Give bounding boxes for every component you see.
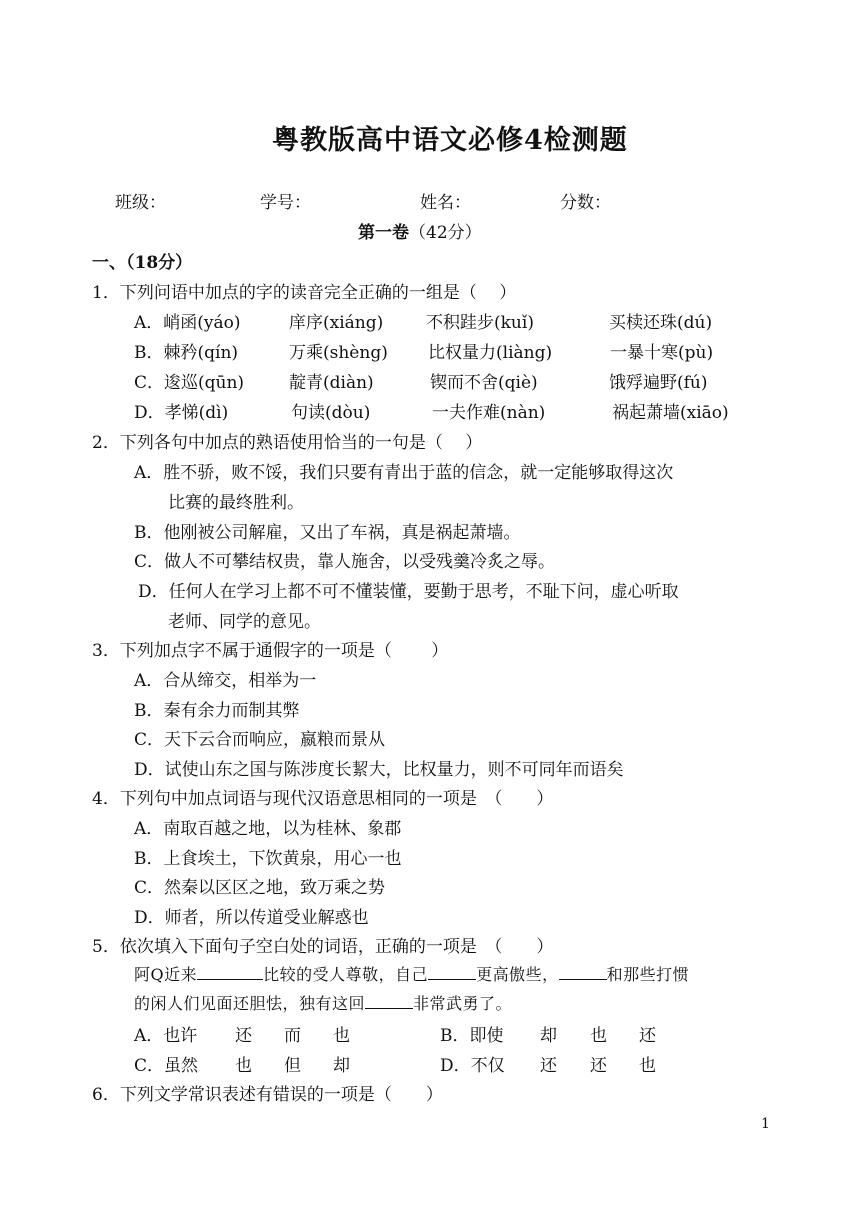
volume-points: （42分） [409, 223, 482, 243]
q1-row-d-col4: 祸起萧墙(xiāo) [612, 403, 729, 423]
q5-option-b-word1: B．即使 [440, 1026, 504, 1046]
passage-text: 的闲人们见面还胆怯，独有这回 [134, 994, 366, 1013]
q1-row-b-col2: 万乘(shèng) [289, 343, 388, 363]
q5-option-a-word3: 而 [284, 1026, 301, 1046]
page-number: 1 [761, 1116, 770, 1132]
volume-heading [358, 218, 482, 243]
question-6-stem: 6．下列文学常识表述有错误的一项是（ ） [92, 1085, 443, 1105]
question-2-option-c: C．做人不可攀结权贵，靠人施舍，以受残羹冷炙之辱。 [134, 552, 556, 572]
question-2-option-a-cont: 比赛的最终胜利。 [168, 493, 304, 513]
q5-option-d-word2: 还 [540, 1056, 557, 1076]
q1-row-a-col2: 庠序(xiáng) [289, 313, 384, 333]
passage-text: 非常武勇了。 [413, 994, 513, 1013]
q1-row-d-col3: 一夫作难(nàn) [432, 403, 546, 423]
question-3-option-a: A．合从缔交，相举为一 [134, 671, 317, 691]
q5-option-d-word1: D．不仅 [440, 1056, 505, 1076]
question-2-option-d: D．任何人在学习上都不可不懂装懂，要勤于思考，不耻下问，虚心听取 [138, 582, 679, 602]
question-2-stem: 2．下列各句中加点的熟语使用恰当的一句是（ ） [92, 433, 483, 453]
question-3-option-d: D．试使山东之国与陈涉度长絜大，比权量力，则不可同年而语矣 [134, 760, 624, 780]
section-heading: 一、（18分） [92, 253, 193, 273]
q5-option-d-word3: 还 [590, 1056, 607, 1076]
q1-row-c-col2: 靛青(diàn) [289, 373, 374, 393]
q1-row-c-col4: 饿殍遍野(fú) [609, 373, 708, 393]
q5-option-c-word4: 却 [333, 1056, 350, 1076]
q5-option-a-word2: 还 [235, 1026, 252, 1046]
fill-blank-1 [197, 965, 263, 980]
passage-text: 比较的受人尊敬，自己 [263, 965, 429, 984]
q5-option-a-word1: A．也许 [134, 1026, 198, 1046]
question-4-option-d: D．师者，所以传道受业解惑也 [134, 908, 369, 928]
question-4-option-b: B．上食埃土，下饮黄泉，用心一也 [134, 849, 402, 869]
q1-row-b-col1: B．棘矜(qín) [134, 343, 239, 363]
q1-row-c-col1: C．逡巡(qūn) [134, 373, 245, 393]
q1-row-d-col1: D．孝悌(dì) [134, 403, 229, 423]
q1-row-a-col3: 不积跬步(kuǐ) [426, 313, 534, 333]
passage-text: 更高傲些， [476, 965, 559, 984]
class-field-label: 班级： [115, 193, 166, 213]
question-4-stem: 4．下列句中加点词语与现代汉语意思相同的一项是 （ ） [92, 789, 554, 809]
q5-option-c-word2: 也 [235, 1056, 252, 1076]
q5-option-c-word1: C．虽然 [134, 1056, 199, 1076]
page-title: 粤教版高中语文必修4检测题 [272, 125, 628, 156]
question-2-option-a: A．胜不骄，败不馁，我们只要有青出于蓝的信念，就一定能够取得这次 [134, 463, 674, 483]
question-2-option-b: B．他刚被公司解雇，又出了车祸，真是祸起萧墙。 [134, 523, 521, 543]
q1-row-c-col3: 锲而不舍(qiè) [430, 373, 538, 393]
score-field-label: 分数： [560, 193, 611, 213]
name-field-label: 姓名： [420, 193, 471, 213]
q1-row-a-col1: A．峭函(yáo) [134, 313, 241, 333]
q5-option-b-word2: 却 [540, 1026, 557, 1046]
volume-label: 第一卷 [358, 223, 409, 243]
fill-blank-4 [365, 994, 413, 1009]
q1-row-b-col3: 比权量力(liàng) [428, 343, 553, 363]
q5-option-a-word4: 也 [333, 1026, 350, 1046]
q1-row-d-col2: 句读(dòu) [291, 403, 371, 423]
q5-option-b-word3: 也 [590, 1026, 607, 1046]
question-4-option-c: C．然秦以区区之地，致万乘之势 [134, 878, 386, 898]
question-3-option-b: B．秦有余力而制其弊 [134, 701, 300, 721]
question-5-passage-line-2 [134, 991, 512, 1014]
question-3-stem: 3．下列加点字不属于通假字的一项是（ ） [92, 641, 449, 661]
fill-blank-3 [559, 965, 607, 980]
question-2-option-d-cont: 老师、同学的意见。 [168, 612, 321, 632]
fill-blank-2 [428, 965, 476, 980]
question-1-stem: 1．下列问语中加点的字的读音完全正确的一组是（ ） [92, 283, 517, 303]
q1-row-b-col4: 一暴十寒(pù) [610, 343, 714, 363]
question-3-option-c: C．天下云合而响应，嬴粮而景从 [134, 730, 386, 750]
passage-text: 阿Q近来 [134, 965, 198, 984]
q5-option-c-word3: 但 [284, 1056, 301, 1076]
passage-text: 和那些打惯 [606, 965, 690, 984]
q5-option-d-word4: 也 [639, 1056, 656, 1076]
q5-option-b-word4: 还 [639, 1026, 656, 1046]
question-5-passage-line-1 [134, 962, 689, 985]
question-5-stem: 5．依次填入下面句子空白处的词语，正确的一项是 （ ） [92, 937, 554, 957]
q1-row-a-col4: 买椟还珠(dú) [609, 313, 713, 333]
question-4-option-a: A．南取百越之地，以为桂林、象郡 [134, 819, 402, 839]
student-id-field-label: 学号： [260, 193, 311, 213]
